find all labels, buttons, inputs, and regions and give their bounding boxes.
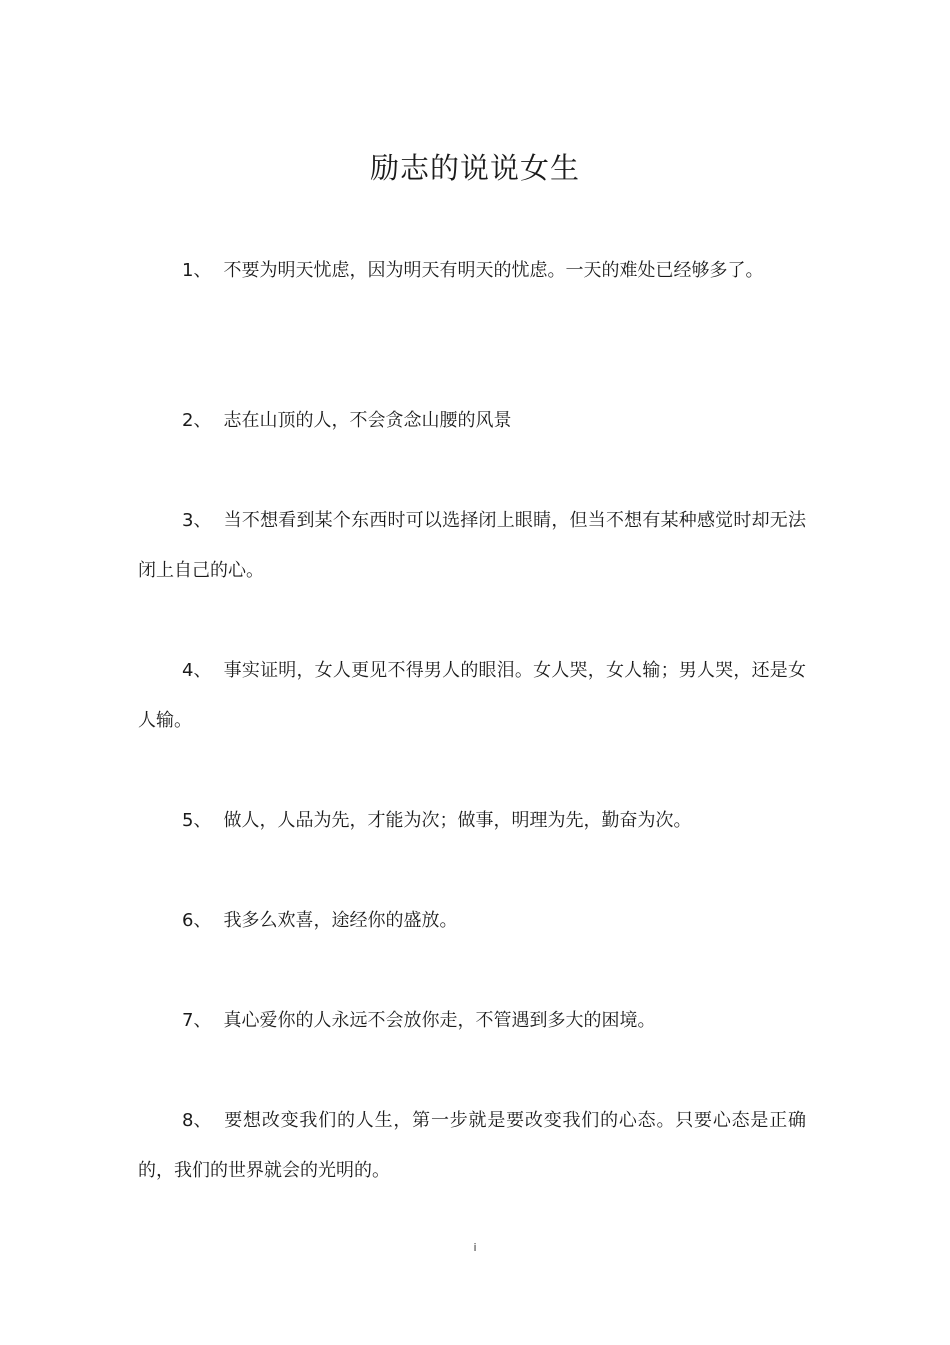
- item-text: 不要为明天忧虑，因为明天有明天的忧虑。一天的难处已经够多了。: [223, 260, 764, 281]
- item-number: 6、: [182, 910, 212, 931]
- item-text: 要想改变我们的人生，第一步就是要改变我们的心态。只要心态是正确的，我们的世界就会的光明的。: [138, 1110, 806, 1181]
- list-item: [138, 796, 806, 846]
- item-text: 我多么欢喜，途经你的盛放。: [223, 910, 458, 931]
- list-item: [138, 996, 806, 1046]
- item-number: 1、: [182, 260, 212, 281]
- item-number: 4、: [182, 660, 212, 681]
- list-item: [138, 896, 806, 946]
- item-number: 3、: [182, 510, 212, 531]
- page-number: i: [473, 1241, 477, 1254]
- item-text: 志在山顶的人，不会贪念山腰的风景: [223, 410, 512, 431]
- list-item: [138, 1096, 806, 1196]
- list-item: [138, 246, 806, 296]
- list-item: [138, 496, 806, 596]
- item-text: 真心爱你的人永远不会放你走，不管遇到多大的困境。: [223, 1010, 656, 1031]
- item-number: 5、: [182, 810, 212, 831]
- item-number: 8、: [182, 1110, 212, 1131]
- document-title: 励志的说说女生: [369, 151, 580, 185]
- item-text: 事实证明，女人更见不得男人的眼泪。女人哭，女人输；男人哭，还是女人输。: [138, 660, 806, 731]
- list-item: [138, 396, 806, 446]
- item-number: 7、: [182, 1010, 212, 1031]
- item-text: 当不想看到某个东西时可以选择闭上眼睛，但当不想有某种感觉时却无法闭上自己的心。: [138, 510, 806, 581]
- item-number: 2、: [182, 410, 212, 431]
- list-item: [138, 646, 806, 746]
- item-text: 做人，人品为先，才能为次；做事，明理为先，勤奋为次。: [223, 810, 692, 831]
